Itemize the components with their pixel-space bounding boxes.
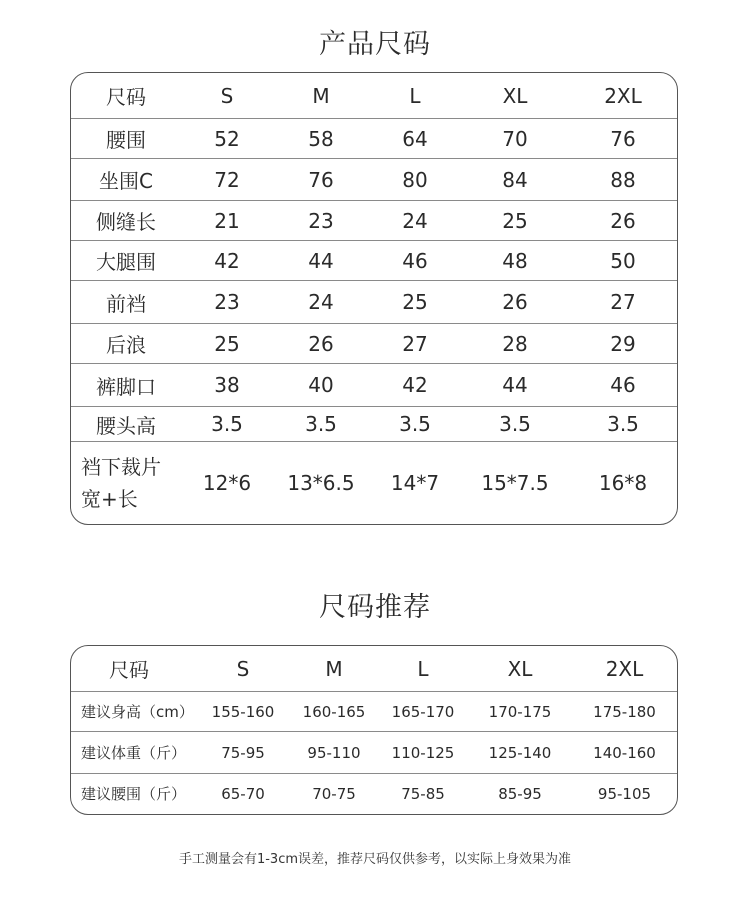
table-cell: 25 [502,208,528,233]
table-cell: 21 [214,208,240,233]
table-cell: 27 [610,290,636,314]
table-cell: 75-85 [401,784,445,803]
table-cell: 13*6.5 [287,471,355,495]
table-header-row [71,73,677,119]
recommendation-title: 尺码推荐 [319,592,431,623]
table-cell: 29 [610,331,636,356]
table-row [71,442,677,524]
table-cell: 23 [308,208,334,233]
header-cell: S [220,83,234,108]
header-cell: M [325,656,343,681]
row-label: 前裆 [106,291,146,316]
table-cell: 28 [502,331,528,356]
table-cell: 14*7 [390,471,440,495]
table-cell: 52 [214,126,240,151]
table-cell: 125-140 [488,743,552,762]
table-cell: 76 [308,167,334,192]
row-label-line: 宽+长 [81,487,138,511]
header-cell: S [236,656,250,681]
row-label-line: 裆下裁片 [81,455,161,479]
table-cell: 42 [214,248,240,273]
row-label: 大腿围 [96,250,156,274]
row-label: 建议体重（斤） [81,744,187,762]
table-row [71,281,677,324]
table-cell: 3.5 [399,412,431,436]
table-cell: 12*6 [202,471,252,495]
table-cell: 24 [402,208,428,233]
row-label: 裤脚口 [96,374,156,399]
table-cell: 58 [308,126,334,151]
header-cell: 尺码 [109,658,149,682]
table-row [71,324,677,364]
header-cell: 2XL [604,83,642,108]
table-cell: 110-125 [391,743,455,762]
footnote: 手工测量会有1-3cm误差，推荐尺码仅供参考，以实际上身效果为准 [178,852,572,867]
table-cell: 72 [214,167,240,192]
table-cell: 40 [308,373,334,397]
header-cell: 2XL [605,656,644,681]
row-label: 建议腰围（斤） [81,785,187,803]
row-label: 腰头高 [96,413,156,438]
table-cell: 160-165 [302,702,366,721]
table-cell: 84 [502,167,528,192]
header-cell: L [409,83,421,108]
table-cell: 175-180 [593,702,656,721]
table-cell: 46 [610,373,636,397]
header-cell: M [312,83,330,108]
table-cell: 70-75 [312,784,356,803]
table-row [71,774,677,813]
table-cell: 95-110 [307,743,361,762]
table-cell: 16*8 [598,471,648,495]
table-cell: 26 [502,290,528,314]
table-cell: 26 [308,331,334,356]
table-cell: 50 [610,248,636,273]
recommendation-table [70,645,678,815]
header-cell: L [417,656,429,681]
table-cell: 80 [402,167,428,192]
row-label [71,451,181,515]
table-cell: 46 [402,248,428,273]
header-cell: XL [507,656,533,681]
table-cell: 3.5 [305,412,337,436]
table-cell: 70 [502,126,528,151]
table-cell: 76 [610,126,636,151]
table-cell: 3.5 [499,412,531,436]
table-row [71,407,677,442]
table-row [71,732,677,774]
table-cell: 23 [214,290,240,314]
table-cell: 3.5 [211,412,243,436]
table-cell: 42 [402,373,428,397]
table-row [71,119,677,159]
table-cell: 15*7.5 [481,471,549,495]
header-cell: XL [502,83,528,108]
table-cell: 38 [214,373,240,397]
table-row [71,201,677,241]
table-cell: 44 [308,248,334,273]
table-cell: 24 [308,290,334,314]
size-chart-title: 产品尺码 [319,29,431,60]
table-cell: 140-160 [593,743,656,762]
table-cell: 64 [402,126,428,151]
table-cell: 75-95 [221,743,265,762]
table-cell: 48 [502,248,528,273]
row-label: 侧缝长 [96,210,156,234]
table-cell: 27 [402,331,428,356]
table-cell: 3.5 [607,412,639,436]
table-header-row [71,646,677,692]
table-cell: 25 [402,290,428,314]
table-cell: 65-70 [221,784,265,803]
table-row [71,159,677,201]
table-cell: 44 [502,373,528,397]
row-label: 建议身高（cm） [81,703,194,721]
table-cell: 155-160 [211,702,275,721]
table-row [71,692,677,732]
table-cell: 95-105 [597,784,652,803]
table-row [71,364,677,407]
table-row [71,241,677,281]
table-cell: 26 [610,208,636,233]
table-cell: 165-170 [391,702,455,721]
row-label: 腰围 [106,128,146,152]
table-cell: 88 [610,167,636,192]
header-cell: 尺码 [106,85,146,109]
row-label: 坐围C [99,169,153,193]
row-label: 后浪 [106,333,146,357]
size-chart-table [70,72,678,525]
table-cell: 25 [214,331,240,356]
table-cell: 85-95 [498,784,542,803]
table-cell: 170-175 [488,702,552,721]
